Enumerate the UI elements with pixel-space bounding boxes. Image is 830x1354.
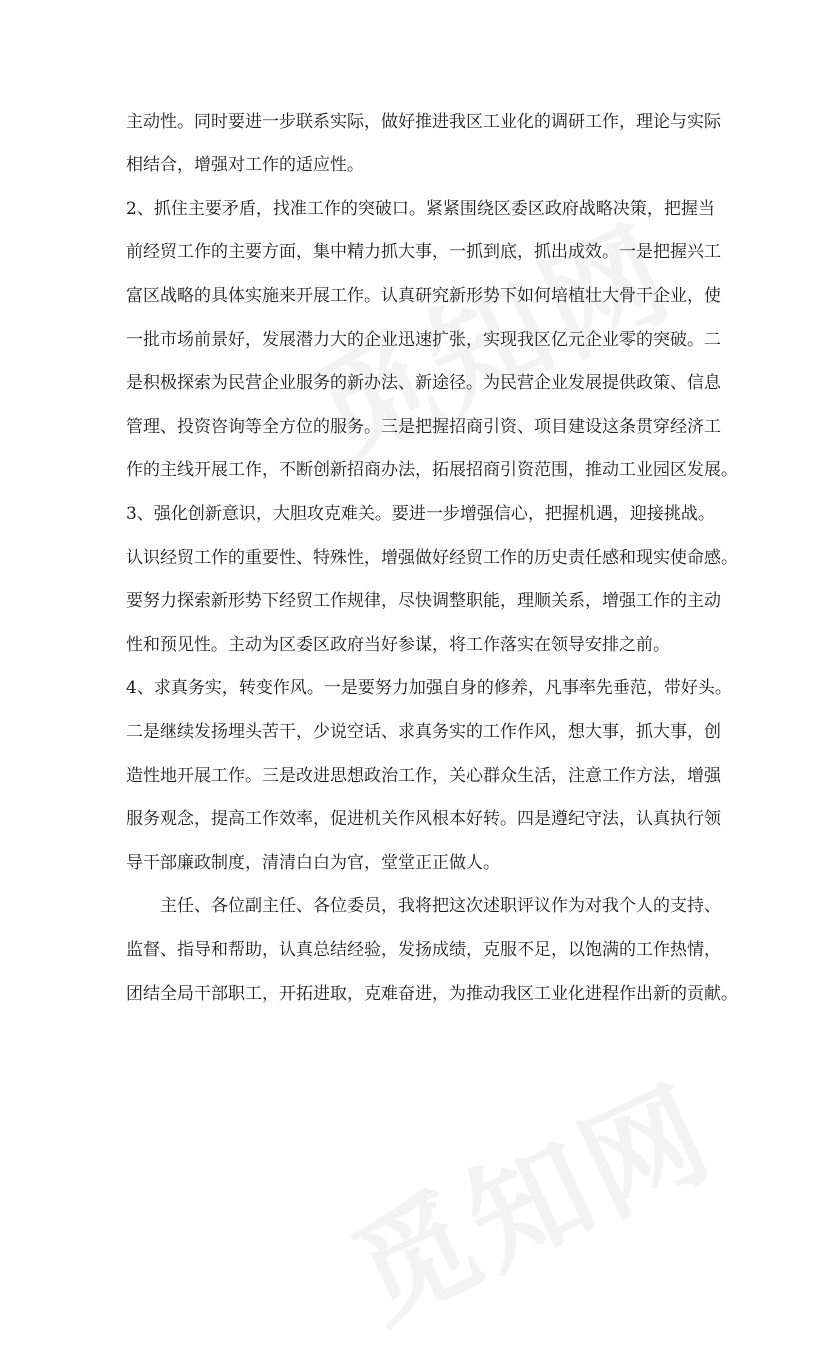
text-line: 二是继续发扬埋头苦干，少说空话、求真务实的工作作风，想大事，抓大事，创 <box>126 722 721 742</box>
text-line: 团结全局干部职工，开拓进取，克难奋进，为推动我区工业化进程作出新的贡献。 <box>126 984 738 1004</box>
text-line: 导干部廉政制度，清清白白为官，堂堂正正做人。 <box>126 853 500 873</box>
text-line: 2、抓住主要矛盾，找准工作的突破口。紧紧围绕区委区政府战略决策，把握当 <box>126 199 715 219</box>
text-line: 富区战略的具体实施来开展工作。认真研究新形势下如何培植壮大骨干企业，使 <box>126 286 721 306</box>
text-line: 造性地开展工作。三是改进思想政治工作，关心群众生活，注意工作方法，增强 <box>126 766 721 786</box>
text-line: 管理、投资咨询等全方位的服务。三是把握招商引资、项目建设这条贯穿经济工 <box>126 417 721 437</box>
watermark <box>321 1038 736 1354</box>
text-line: 服务观念，提高工作效率，促进机关作风根本好转。四是遵纪守法，认真执行领 <box>126 809 721 829</box>
text-line: 4、求真务实，转变作风。一是要努力加强自身的修养，凡事率先垂范，带好头。 <box>126 678 732 698</box>
text-line: 3、强化创新意识，大胆攻克难关。要进一步增强信心，把握机遇，迎接挑战。 <box>126 504 715 524</box>
text-line: 主动性。同时要进一步联系实际，做好推进我区工业化的调研工作，理论与实际 <box>126 112 721 132</box>
text-line: 作的主线开展工作，不断创新招商办法，拓展招商引资范围，推动工业园区发展。 <box>126 460 738 480</box>
text-line: 性和预见性。主动为区委区政府当好参谋，将工作落实在领导安排之前。 <box>126 635 670 655</box>
text-line: 认识经贸工作的重要性、特殊性，增强做好经贸工作的历史责任感和现实使命感。 <box>126 548 738 568</box>
text-line: 是积极探索为民营企业服务的新办法、新途径。为民营企业发展提供政策、信息 <box>126 373 721 393</box>
text-line: 一批市场前景好，发展潜力大的企业迅速扩张，实现我区亿元企业零的突破。二 <box>126 330 721 350</box>
text-line: 前经贸工作的主要方面，集中精力抓大事，一抓到底，抓出成效。一是把握兴工 <box>126 242 721 262</box>
text-line: 要努力探索新形势下经贸工作规律，尽快调整职能，理顺关系，增强工作的主动 <box>126 591 721 611</box>
text-line: 主任、各位副主任、各位委员，我将把这次述职评议作为对我个人的支持、 <box>160 896 721 916</box>
text-line: 相结合，增强对工作的适应性。 <box>126 155 364 175</box>
text-line: 监督、指导和帮助，认真总结经验，发扬成绩，克服不足，以饱满的工作热情， <box>126 940 721 960</box>
